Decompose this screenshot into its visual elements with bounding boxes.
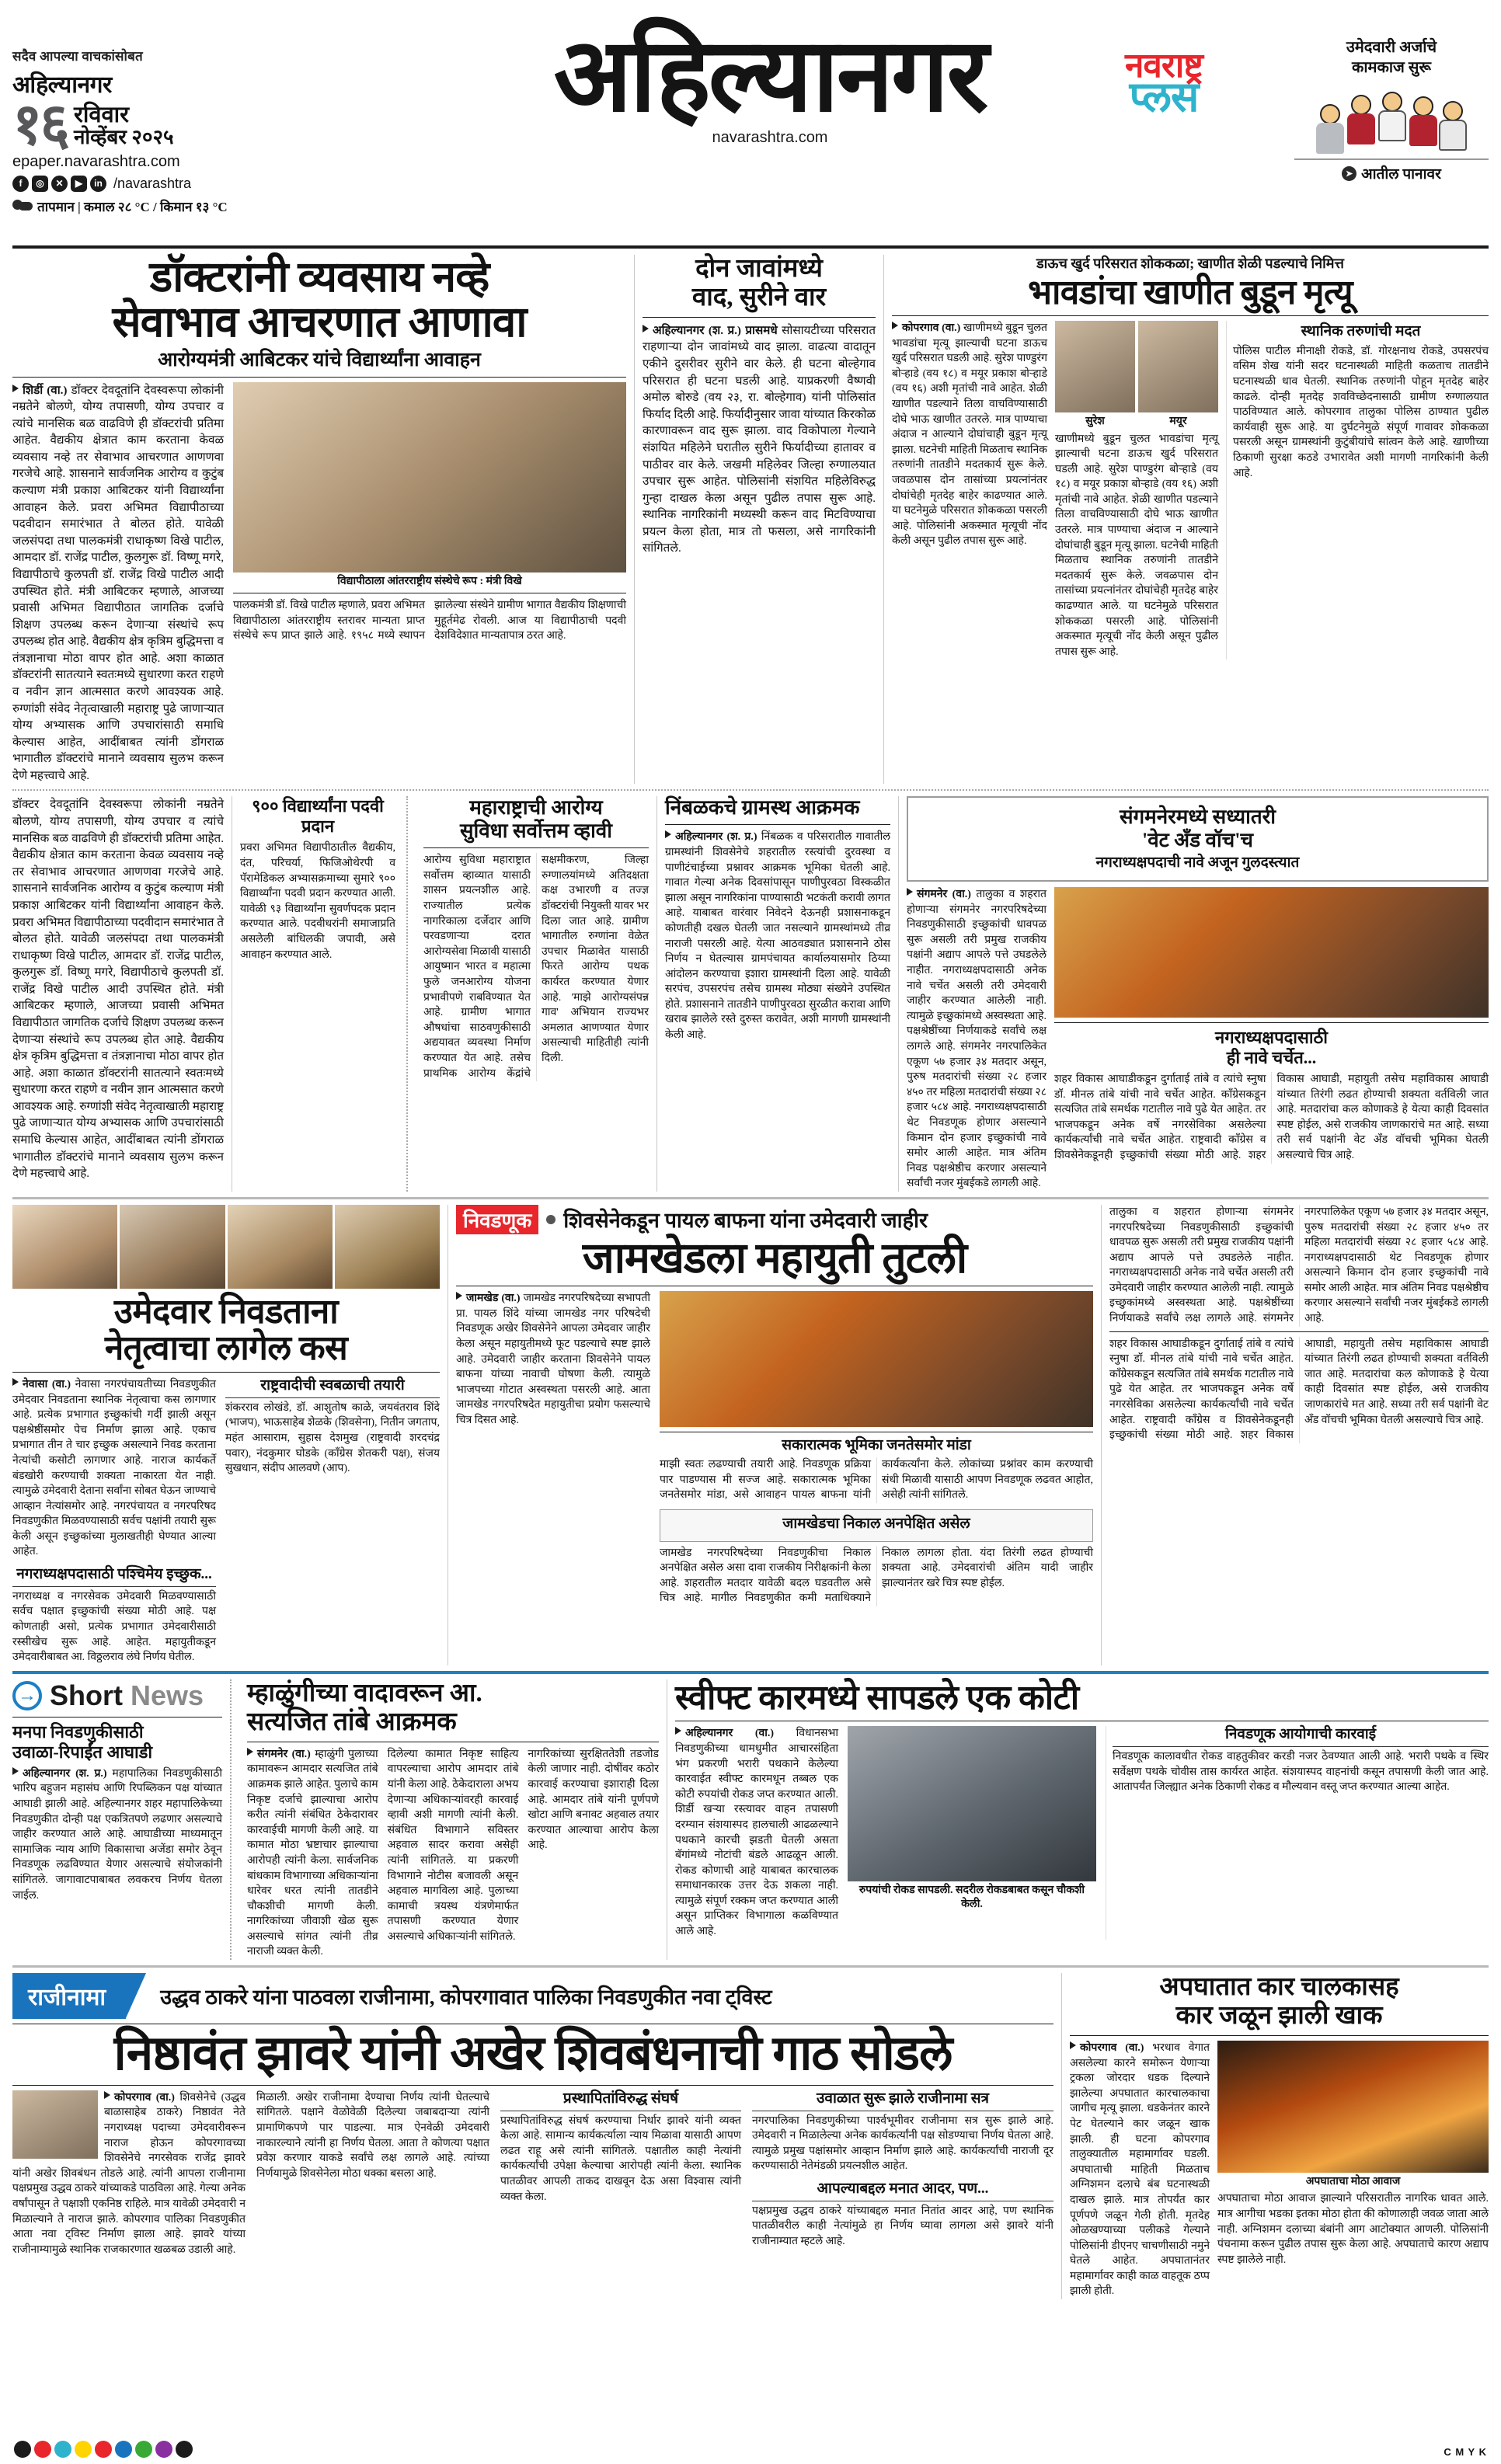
mhalungi-body-text: म्हाळुंगी पुलाच्या कामावरून आमदार सत्यजित तांबे आक्रमक झाले आहेत. पुलाचे काम निकृष्ट दर्जाचे झाल्याचा आरोप करीत त्यांनी संबंधित ठेकेदारावर कारवाईची मागणी केली आहे. या कामात मोठा भ्रष्टाचार झाल्याचा आरोपही त्यांनी केला. सार्वजनिक बांधकाम विभागाच्या अधिकाऱ्यांना धारेवर धरत त्यांनी तातडीने चौकशीची मागणी केली. नागरिकांच्या जीवाशी खेळ सुरू असल्याचे सांगत त्यांनी तीव्र नाराजी व्यक्त केली. (247, 1748, 378, 1958)
twojaws-headline-line2: वाद, सुरीने वार (691, 283, 827, 311)
divider-blue-1 (12, 1671, 1489, 1674)
accident-photo-body: अपघाताचा मोठा आवाज झाल्याने परिसरातील नागरिक धावत आले. मात्र आगीचा भडका इतका मोठा होता की कोणालाही जवळ जाता आले नाही. अग्निशमन दलाच्या बंबांनी आग आटोक्यात आणली. पोलिसांनी पंचनामा करून पुढील तपास सुरू केला आहे. अपघाताचे कारण अद्याप स्पष्ट झालेले नाही. (1217, 2193, 1489, 2266)
lead-continued-text: डॉक्टर देवदूतांनि देवस्वरूपा लोकांनी नम्रतेने बोलणे, योग्य तपासणी, योग्य उपचार व त्यांचे मानसिक बळ वाढविणे ही डॉक्टरांची प्रतिमा आहेत. वैद्यकीय क्षेत्रात काम करताना केवळ व्यवसाय नव्हे तर सेवाभाव आचरणात आणणवा गरजेचे आहे. शासनाने सार्वजनिक आरोग्य व कुटुंब कल्याण मंत्री प्रकाश आबिटकर यांनी विद्यार्थ्यांना आवाहन केले. प्रवरा अभिमत विद्यापीठाच्या पदवीदान समारंभात ते बोलत होते. यावेळी जलसंपदा तथा पालकमंत्री राधाकृष्ण विखे पाटील, आमदार डॉ. राजेंद्र पाटील, कुलगुरू डॉ. विष्णू मगरे, विद्यापीठाचे कुलपती डॉ. राजेंद्र विखे पाटील आदी उपस्थित होते. मंत्री आबिटकर म्हणाले, आजच्या प्रवासी अभिमत विद्यापीठात जागतिक दर्जाचे शिक्षण उपलब्ध करून देणाऱ्या संस्थांचे रूप उपलब्ध होत आहे. वैद्यकीय क्षेत्र कृत्रिम बुद्धिमत्ता व तंत्रज्ञानाचा मोठा वापर होत आहे. अशा काळात डॉक्टरांनी सातत्याने स्वतःमध्ये सुधारणा करत राहणे व नवीन ज्ञान आत्मसात करणे आवश्यक आहे. रुग्णांशी संवेद नेतृत्वाखाली महाराष्ट्र पुढे जाणाऱ्यात योग्य अभ्यासक आणि उपचारांसाठी समाधि केल्यास आहेत, आदींबाबत त्यांनी डोंगराळ भागातील डॉक्टरांचे मानाने व्यवसाय सुलभ करून देणे महत्त्वाचे आहे. (12, 798, 224, 1181)
bullet-icon (907, 888, 913, 896)
divider-dotted-1 (12, 789, 1489, 791)
resignation-banner (12, 1973, 1053, 2019)
lead-headline-line2: सेवाभाव आचरणात आणावा (112, 298, 527, 346)
swift-headline: स्वीफ्ट कारमध्ये सापडले एक कोटी (675, 1678, 1079, 1717)
bullet-icon (12, 385, 19, 392)
band-shortnews (12, 1679, 1489, 1960)
divider-gray-1 (12, 1197, 1489, 1199)
promo-illustration (1314, 84, 1469, 155)
election-body-text: जामखेड नगरपरिषदेच्या सभापती प्रा. पायल शिंदे यांच्या जामखेड नगर परिषदेची निवडणूक अखेर शिवसेनेने आपला उमेदवार जाहीर केला असून महायुतीमध्ये फूट पडल्याचे स्पष्ट झाले आहे. उमेदवारी जाहीर करताना शिवसेनेने पायल बाफना यांच्या नावाची घोषणा केली. त्यामुळे भाजपच्या गोटात अस्वस्थता पसरली आहे. आता जामखेड नगरपरिषदेत महायुतीचा प्रयोग फसल्याचे चित्र दिसत आहे. (456, 1293, 650, 1426)
bullet-icon (675, 1727, 681, 1735)
masthead-left (12, 11, 246, 215)
band-top-stories (12, 255, 1489, 784)
weather-strip (12, 197, 246, 215)
sangamner-photo (1054, 887, 1489, 1018)
lead-continuation (12, 796, 224, 1191)
candidate-dateline: नेवासा (वा.) (23, 1378, 71, 1390)
promo-inner-link[interactable] (1294, 158, 1489, 183)
story-bhavda (892, 255, 1489, 784)
promo-line2: कामकाज सुरू (1352, 59, 1431, 76)
portrait-2 (120, 1205, 225, 1289)
mhalungi-col3: नागरिकांच्या सुरक्षिततेशी तडजोड केली जाणार नाही. दोषींवर कठोर कारवाई करण्याचा इशाराही दिला आहे. आमदार तांबे यांनी पूर्णपणे खोटा आणि बनावट अहवाल तयार करण्यात आल्याचा आरोप केला आहे. (528, 1748, 660, 1852)
accident-photo-caption: अपघाताचा मोठा आवाज (1305, 2175, 1401, 2187)
story-health (416, 796, 649, 1191)
result-headline: जामखेडचा निकाल अनपेक्षित असेल (782, 1515, 970, 1532)
resignation-col4b: पक्षप्रमुख उद्धव ठाकरे यांच्याबद्दल मनात नितांत आदर आहे, पण स्थानिक पातळीवरील काही नेत्यांमुळे हा निर्णय घ्यावा लागला असे झावरे यांनी राजीनाम्यात म्हटले आहे. (752, 2205, 1053, 2247)
portrait-1 (12, 1205, 117, 1289)
twojaws-dateline: अहिल्यानगर (श. प्र.) प्रासमधे (653, 323, 778, 337)
swatch-magenta (95, 2441, 112, 2458)
masthead-tagline: सदैव आपल्या वाचकांसोबत (12, 49, 143, 64)
masthead-center (246, 11, 1294, 147)
swatch-yellow (75, 2441, 92, 2458)
bullet-icon (12, 1378, 19, 1386)
shortnews-label-bold: Short (50, 1679, 123, 1711)
sangamner-continuation (1109, 1205, 1489, 1665)
mhalungi-headline-line1: म्हाळुंगीच्या वादावरून आ. (247, 1679, 482, 1707)
accident-dateline: कोपरगाव (वा.) (1080, 2041, 1144, 2054)
navarashtra-plus-logo (1125, 47, 1203, 121)
accident-photo (1217, 2041, 1489, 2173)
arrow-right-circle-icon: → (12, 1681, 42, 1711)
weather-icon (12, 197, 33, 214)
facebook-icon[interactable]: f (12, 176, 29, 192)
band-election (12, 1205, 1489, 1665)
sangamner-subhead: नगराध्यक्षपदाची नावे अजून गुलदस्त्यात (1095, 854, 1300, 872)
candidate-side2-body: नगराध्यक्ष व नगरसेवक उमेदवारी मिळवण्यासाठी सर्वच पक्षात इच्छुकांची संख्या मोठी आहे. पक्ष कोणताही असो, प्रत्येक प्रभागात उमेदवारीसाठी रस्सीखेच सुरू आहे. आहेत. महायुतीकडून उमेदवारीबाबत आ. विठ्ठलराव लंघे निर्णय घेतील. (12, 1590, 216, 1664)
sangamner-cont-body: तालुका व शहरात होणाऱ्या संगमनेर नगरपरिषदेच्या निवडणुकीसाठी इच्छुकांची धावपळ सुरू असली तरी प्रमुख राजकीय पक्षांनी अद्याप आपले पत्ते उघडलेले नाहीत. नगराध्यक्षपदासाठी अनेक नावे चर्चेत असली तरी उमेदवारी जाहीर करण्यात आलेली नाही. त्यामुळे इच्छुकांमध्ये अस्वस्थता आहे. पक्षश्रेष्ठींच्या निर्णयाकडे सर्वांचे लक्ष लागले आहे. संगमनेर नगरपालिकेत एकूण ५७ हजार ३४ मतदार असून, पुरुष मतदारांची संख्या २८ हजार ४५० तर महिला मतदारांची संख्या २८ हजार ५८४ आहे. नगराध्यक्षपदासाठी थेट निवडणूक होणार असल्याने किमान दोन हजार इच्छुकांची नावे समोर आली आहेत. मात्र अंतिम निवड पक्षश्रेष्ठीच करणार असल्याने सर्वांची नजर मुंबईकडे लागली आहे. (1109, 1206, 1489, 1325)
bullet-icon (104, 2091, 110, 2099)
nimbalak-body (665, 830, 890, 1042)
accident-body-text: भरधाव वेगात असलेल्या कारने समोरून येणाऱ्या ट्रकला जोरदार धडक दिल्याने झालेल्या अपघातात कारचालकाचा जागीच मृत्यू झाला. धडकेनंतर कारने पेट घेतल्याने कार जळून खाक झाली. ही घटना कोपरगाव तालुक्यातील महामार्गावर घडली. अपघाताची माहिती मिळताच अग्निशमन दलाचे बंब घटनास्थळी दाखल झाले. मात्र तोपर्यंत कार पूर्णपणे जळून गेली होती. मृतदेह ओळखण्याच्या पलीकडे गेल्याने पोलिसांनी डीएनए चाचणीसाठी नमुने घेतले आहेत. अपघातानंतर महामार्गावर काही काळ वाहतूक ठप्प झाली होती. (1070, 2041, 1210, 2298)
resignation-col4: नगरपालिका निवडणुकीच्या पार्श्वभूमीवर राजीनामा सत्र सुरू झाले आहे. उमेदवारी न मिळालेल्या अनेक कार्यकर्त्यांनी पक्ष सोडण्याचा निर्णय घेतला आहे. त्यामुळे प्रमुख पक्षांसमोर आव्हान निर्माण झाले आहे. कार्यकर्त्यांची नाराजी दूर करण्यासाठी नेतेमंडळी प्रयत्नशील आहेत. (752, 2114, 1053, 2173)
resignation-col3-head: प्रस्थापितांविरुद्ध संघर्ष (500, 2090, 741, 2111)
election-body (456, 1291, 650, 1428)
bhavda-headline: भावडांचा खाणीत बुडून मृत्यू (1028, 273, 1353, 311)
accident-headline-line2: कार जळून झाली खाक (1175, 2002, 1383, 2031)
swift-right-body: निवडणूक कालावधीत रोकड वाहतुकीवर करडी नजर ठेवण्यात आली आहे. भरारी पथके व स्थिर सर्वेक्षण पथके चोवीस तास कार्यरत आहेत. संशयास्पद वाहनांची कसून तपासणी केली जात आहे. आतापर्यंत जिल्ह्यात अनेक ठिकाणी रोकड व मौल्यवान वस्तू जप्त करण्यात आल्या आहेत. (1113, 1751, 1489, 1794)
resignation-tag: राजीनामा (12, 1973, 126, 2019)
instagram-icon[interactable]: ◎ (32, 176, 48, 192)
election-tag: निवडणूक (456, 1205, 538, 1234)
masthead (12, 11, 1489, 244)
color-registration-bar (14, 2441, 193, 2458)
names-headline-line1: नगराध्यक्षपदासाठी (1214, 1028, 1329, 1048)
twojaws-body (643, 322, 876, 557)
lead-story (12, 255, 626, 784)
election-headline: जामखेडला महायुती तुटली (582, 1234, 967, 1282)
sangamner-dateline: संगमनेर (वा.) (917, 889, 971, 901)
swift-body-text: विधानसभा निवडणुकीच्या धामधुमीत आचारसंहिता भंग प्रकरणी भरारी पथकाने केलेल्या कारवाईत स्वीफ्ट कारमधून तब्बल एक कोटी रुपयांची रोकड जप्त करण्यात आली. शिर्डी खऱ्या रस्त्यावर वाहन तपासणी दरम्यान संशयास्पद हालचाली आढळल्याने पथकाने कारची झडती घेतली असता बॅगांमध्ये नोटांची बंडले आढळून आली. रोकड कोणाची आहे याबाबत कारचालक समाधानकारक उत्तर देऊ शकला नाही. त्यामुळे संपूर्ण रक्कम जप्त करण्यात आली असून प्राप्तिकर विभागाला कळविण्यात आले आहे. (675, 1728, 838, 1938)
health-headline-line1: महाराष्ट्राची आरोग्य (469, 796, 603, 820)
nimbalak-dateline: अहिल्यानगर (श. प्र.) (675, 831, 757, 844)
cmyk-mark: C M Y K (1444, 2446, 1487, 2458)
swatch-purple (155, 2441, 172, 2458)
swatch-cyan (54, 2441, 71, 2458)
names-headline-line2: ही नावे चर्चेत... (1226, 1048, 1317, 1067)
accident-body (1070, 2041, 1210, 2299)
masthead-city: अहिल्यानगर (12, 72, 112, 98)
shortnews-body (12, 1766, 222, 1903)
date-day-name: रविवार (73, 103, 129, 127)
youtube-icon[interactable]: ▶ (71, 176, 87, 192)
local-help-body: पोलिस पाटील मीनाक्षी रोकडे, डॉ. गोरक्षनाथ रोकडे, उपसरपंच वसिम शेख यांनी सदर घटनास्थळी माहिती कळताच तातडीने घटनास्थळी धाव घेतली. स्थानिक तरुणांनी पोहून मृतदेह बाहेर काढले. दोन्ही मृतदेह शवविच्छेदनासाठी ग्रामीण रुग्णालयात पाठविण्यात आले. कोपरगाव तालुका पोलिस ठाण्यात पुढील कार्यवाही सुरू आहे. या दुर्घटनेमुळे संपूर्ण गावावर शोककळा पसरली असून ग्रामस्थांनी कुटुंबीयांचे सांत्वन केले आहे. खाणीच्या ठिकाणी सुरक्षा कठडे उभारावेत अशी मागणी नागरिकांनी केली आहे. (1233, 345, 1489, 479)
weather-text: तापमान | कमाल २८ °C / किमान १३ °C (37, 199, 228, 214)
candidate-side2-head: नगराध्यक्षपदासाठी पश्चिमेय इच्छुक... (12, 1566, 216, 1587)
mhalungi-col2: दिलेल्या कामात निकृष्ट साहित्य वापरल्याचा आरोप आमदार तांबे यांनी केला आहे. ठेकेदाराला अभय देणाऱ्या अधिकाऱ्यांवरही कारवाई व्हावी अशी मागणी त्यांनी केली. संबंधित विभागाने सविस्तर अहवाल सादर करावा असेही त्यांनी सांगितले. या प्रकरणी विभागाने नोटीस बजावली असून अहवाल मागविला आहे. पुलाच्या कामाची त्रयस्थ यंत्रणेमार्फत तपासणी करण्यात येणार असल्याचे अधिकाऱ्यांनी सांगितले. (387, 1748, 519, 1943)
twojaws-body-text: सोसायटीच्या परिसरात राहणाऱ्या दोन जावांमध्ये वाद झाला. वाढत्या वादातून एकीने दुसरीवर सुरीने वार केले. ही घटना बोल्हेगाव परिसरात ही घटना घडली आहे. याप्रकरणी वैष्णवी अमोल बोरुडे (वय २३, रा. बोल्हेगाव) यांनी पोलिसांत फिर्याद दिली आहे. फिर्यादीनुसार जावा यांच्यात किरकोळ कारणावरून वाद सुरू झाला. वाद विकोपाला गेल्याने संशयित महिलेने घरातील सुरीने फिर्यादीच्या हातावर व पाठीवर वार केले. जखमी महिलेवर जिल्हा रुग्णालयात उपचार सुरू आहेत. पोलिसांनी संशयित महिलेविरुद्ध गुन्हा दाखल केला असून पुढील तपास सुरू आहे. स्थानिक नागरिकांनी मध्यस्थी करून वाद मिटविण्याचा प्रयत्न केला होता, मात्र तो फसला, असे नागरिकांनी सांगितले. (643, 323, 876, 555)
lead-dateline: शिर्डी (वा.) (23, 383, 68, 397)
accident-headline-line1: अपघातात कार चालकासह (1159, 1973, 1399, 2002)
portrait-4 (335, 1205, 440, 1289)
website-url[interactable]: navarashtra.com (712, 129, 828, 147)
newspaper-title: अहिल्यानगर (553, 19, 987, 133)
bhavda-extra-body: खाणीमध्ये बुडून चुलत भावडांचा मृत्यू झाल्याची घटना डाऊच खुर्द परिसरात घडली आहे. सुरेश पाण्डुरंग बोऱ्हाडे (वय १८) व मयूर प्रकाश बोऱ्हाडे (वय १६) अशी मृतांची नावे आहेत. शेळी खाणीत पडल्याने तिला वाचविण्यासाठी दोघे भाऊ खाणीत उतरले. मात्र पाण्याचा अंदाज न आल्याने दोघांचाही बुडून मृत्यू झाला. घटनेची माहिती मिळताच स्थानिक तरुणांनी तातडीने मदतकार्य सुरू केले. जवळपास दोन तासांच्या प्रयत्नांनंतर दोघांचेही मृतदेह बाहेर काढण्यात आले. या घटनेमुळे परिसरात शोककळा पसरली आहे. पोलिसांनी अकस्मात मृत्यूची नोंद केली असून पुढील तपास सुरू आहे. (1055, 433, 1218, 658)
plus-logo-line1: नवराष्ट्र (1125, 47, 1203, 85)
lead-photo-caption: विद्यापीठाला आंतरराष्ट्रीय संस्थेचे रूप : मंत्री विखे (337, 575, 522, 587)
linkedin-icon[interactable]: in (90, 176, 106, 192)
bhavda-photo-1 (1055, 321, 1135, 412)
shortnews-label-gray: News (131, 1679, 204, 1711)
bullet-icon (892, 322, 898, 329)
nimbalak-headline: निंबळकचे ग्रामस्थ आक्रमक (665, 796, 860, 820)
promo-inner-text: आतील पानावर (1361, 166, 1441, 183)
mhalungi-body (247, 1747, 378, 1960)
bhavda-body (892, 321, 1047, 549)
local-help-headline: स्थानिक तरुणांची मदत (1301, 323, 1421, 340)
arrow-circle-icon: ➤ (1342, 166, 1356, 181)
swift-right-headline: निवडणूक आयोगाची कारवाई (1113, 1726, 1489, 1747)
election-dateline: जामखेड (वा.) (466, 1293, 521, 1305)
candidate-body-text: नेवासा नगरपंचायतीच्या निवडणुकीत उमेदवार निवडताना स्थानिक नेतृत्वाचा कस लागणार आहे. प्रत्येक प्रभागात इच्छुकांची गर्दी झाली असून पक्षश्रेष्ठींसमोर पेच निर्माण झाला आहे. एकाच प्रभागात तीन ते चार इच्छुक असल्याने निवड करताना नेत्यांची कसोटी लागणार आहे. नाराज कार्यकर्ते बंडखोरी करण्याची शक्यता नाकारता येत नाही. त्यामुळे उमेदवारी देताना सर्वांना सोबत घेऊन जाण्याचे आव्हान नेत्यांसमोर आहे. नगरपंचायत व नगरपरिषद निवडणुकीत मिळवण्यासाठी सर्वच पक्षांनी तयारी सुरू केली असून इच्छुकांच्या मुलाखतीही घेण्यात आल्या आहेत. (12, 1378, 216, 1558)
shortnews-block (12, 1679, 222, 1960)
bhavda-dateline: कोपरगाव (वा.) (902, 322, 961, 335)
swatch-green (135, 2441, 152, 2458)
sangamner-body-text: तालुका व शहरात होणाऱ्या संगमनेर नगरपरिषदेच्या निवडणुकीसाठी इच्छुकांची धावपळ सुरू असली तरी प्रमुख राजकीय पक्षांनी अद्याप आपले पत्ते उघडलेले नाहीत. नगराध्यक्षपदासाठी अनेक नावे चर्चेत असली तरी उमेदवारी जाहीर करण्यात आलेली नाही. त्यामुळे इच्छुकांमध्ये अस्वस्थता आहे. पक्षश्रेष्ठींच्या निर्णयाकडे सर्वांचे लक्ष लागले आहे. संगमनेर नगरपालिकेत एकूण ५७ हजार ३४ मतदार असून, पुरुष मतदारांची संख्या २८ हजार ४५० तर महिला मतदारांची संख्या २८ हजार ५८४ आहे. नगराध्यक्षपदासाठी थेट निवडणूक होणार असल्याने किमान दोन हजार इच्छुकांची नावे समोर आली आहेत. मात्र अंतिम निवड पक्षश्रेष्ठीच करणार असल्याने सर्वांची नजर मुंबईकडे लागली आहे. (907, 889, 1047, 1190)
candidate-body (12, 1377, 216, 1560)
bullet-icon (247, 1748, 253, 1756)
election-package (456, 1205, 1093, 1665)
x-icon[interactable]: ✕ (51, 176, 68, 192)
shortnews-headline-line2: उवाळा-रिपाईंत आघाडी (12, 1742, 153, 1762)
candidate-headline-line2: नेतृत्वाचा लागेल कस (104, 1329, 348, 1368)
bullet-dot-icon (546, 1215, 555, 1224)
story-swift (675, 1679, 1489, 1960)
sangamner-headline-line2: 'वेट अँड वॉच'च (1142, 829, 1253, 852)
swift-body (675, 1726, 838, 1939)
plus-logo-line2: प्लस (1129, 74, 1199, 121)
bhavda-kicker: डाऊच खुर्द परिसरात शोककळा; खाणीत शेळी पडल्याचे निमित्त (1036, 256, 1344, 271)
election-photo (660, 1291, 1093, 1427)
nimbalak-body-text: निंबळक व परिसरातील गावातील ग्रामस्थांनी शिवसेनेचे शहरातील रस्त्यांची दुरवस्था व पाणीटंचाईच्या प्रश्नावर आक्रमक भूमिका घेतली आहे. गावात गेल्या अनेक दिवसांपासून पाणीपुरवठा विस्कळीत झाला असून नागरिकांना पाण्यासाठी भटकंती करावी लागत आहे. याबाबत वारंवार निवेदने देऊनही प्रशासनाकडून कोणतीही दखल घेतली जात नसल्याने ग्रामस्थांमध्ये तीव्र नाराजी पसरली आहे. येत्या आठवड्यात प्रशासनाने ठोस निर्णय न घेतल्यास ग्रामपंचायत कार्यालयासमोर ठिय्या आंदोलन करण्याचा इशारा ग्रामस्थांनी दिला आहे. यावेळी सरपंच, उपसरपंच तसेच ग्रामस्थ मोठ्या संख्येने उपस्थित होते. प्रशासनाने तातडीने पाणीपुरवठा सुरळीत करावा आणि खराब झालेले रस्ते दुरुस्त करावेत, अशी मागणी ग्रामस्थांनी केली आहे. (665, 831, 891, 1042)
swatch-blue (115, 2441, 132, 2458)
social-handle: /navarashtra (113, 175, 192, 191)
shortnews-dateline: अहिल्यानगर (श. प्र.) (23, 1767, 107, 1780)
date-month-year: नोव्हेंबर २०२५ (73, 126, 174, 148)
twojaws-headline-line1: दोन जावांमध्ये (695, 255, 823, 283)
epaper-url[interactable]: epaper.navarashtra.com (12, 152, 180, 170)
lead-headline-line1: डॉक्टरांनी व्यवसाय नव्हे (149, 253, 489, 301)
masthead-promo[interactable] (1294, 11, 1489, 183)
story900-body: प्रवरा अभिमत विद्यापीठातील वैद्यकीय, दंत, परिचर्या, फिजिओथेरपी व पॅरामेडिकल अभ्यासक्रमाच्या सुमारे ९०० विद्यार्थ्यांना पदवी प्रदान करण्यात आली. यावेळी ९३ विद्यार्थ्यांना सुवर्णपदक प्रदान करण्यात आले. पदवीधरांनी समाजाप्रति असलेली बांधिलकी जपावी, असे आवाहन करण्यात आले. (240, 842, 395, 961)
health-headline-line2: सुविधा सर्वोत्तम व्हावी (459, 820, 612, 843)
result-body: जामखेड नगरपरिषदेच्या निवडणुकीचा निकाल अनपेक्षित असेल असा दावा राजकीय निरीक्षकांनी केला आहे. शहरातील मतदार यावेळी बदल घडवतील असे चित्र आहे. मागील निवडणुकीत कमी मताधिक्याने निकाल लागला होता. यंदा तिरंगी लढत होण्याची शक्यता आहे. उमेदवारांची अंतिम यादी जाहीर झाल्यानंतर खरे चित्र स्पष्ट होईल. (660, 1547, 1093, 1605)
sangamner-body (907, 887, 1047, 1192)
bullet-icon (12, 1767, 19, 1775)
story-candidate (12, 1205, 440, 1665)
resignation-dateline: कोपरगाव (वा.) (114, 2091, 175, 2104)
story-sangamner (907, 796, 1489, 1191)
bullet-icon (665, 830, 671, 838)
divider-gray-2 (12, 1965, 1489, 1968)
story-mhalungi (239, 1679, 659, 1960)
shortnews-body-text: महापालिका निवडणुकीसाठी भारिप बहुजन महासंघ आणि रिपब्लिकन पक्ष यांच्यात आघाडी झाली आहे. अहिल्यानगर शहर महापालिकेच्या निवडणुकीत दोन्ही पक्ष एकत्रितपणे लढणार असल्याचे जाहीर करण्यात आले आहे. आघाडीच्या माध्यमातून सामाजिक न्याय आणि विकासाचा अजेंडा समोर ठेवून निवडणूक लढविण्यात येणार असल्याचे संयोजकांनी सांगितले. जागावाटपाबाबत लवकरच निर्णय घेतला जाईल. (12, 1767, 222, 1902)
mhalungi-headline-line2: सत्यजित तांबे आक्रमक (247, 1707, 457, 1736)
swift-photo-caption: रुपयांची रोकड सापडली. सदरील रोकडबाबत कसून चौकशी केली. (858, 1885, 1085, 1910)
social-links (12, 176, 246, 192)
masthead-dateline (12, 93, 246, 157)
resignation-col4-head: उवाळात सुरू झाले राजीनामा सत्र (752, 2090, 1053, 2111)
swatch-red (34, 2441, 51, 2458)
resignation-package (12, 1973, 1053, 2299)
portrait-3 (228, 1205, 333, 1289)
lead-body-text: डॉक्टर देवदूतांनि देवस्वरूपा लोकांनी नम्रतेने बोलणे, योग्य तपासणी, योग्य उपचार व त्यांचे मानसिक बळ वाढविणे ही डॉक्टरांची प्रतिमा आहेत. वैद्यकीय क्षेत्रात काम करताना केवळ व्यवसाय नव्हे तर सेवाभाव आचरणात आणणवा गरजेचे आहे. शासनाने सार्वजनिक आरोग्य व कुटुंब कल्याण मंत्री प्रकाश आबिटकर यांनी विद्यार्थ्यांना आवाहन केले. प्रवरा अभिमत विद्यापीठाच्या पदवीदान समारंभात ते बोलत होते. यावेळी जलसंपदा तथा पालकमंत्री राधाकृष्ण विखे पाटील, आमदार डॉ. राजेंद्र पाटील, कुलगुरू डॉ. विष्णू मगरे, विद्यापीठाचे कुलपती डॉ. राजेंद्र विखे पाटील आदी उपस्थित होते. मंत्री आबिटकर म्हणाले, आजच्या प्रवासी अभिमत विद्यापीठात जागतिक दर्जाचे शिक्षण उपलब्ध करून देणाऱ्या संस्थांचे रूप उपलब्ध होत आहे. वैद्यकीय क्षेत्र कृत्रिम बुद्धिमत्ता व तंत्रज्ञानाचा मोठा वापर होत आहे. अशा काळात डॉक्टरांनी सातत्याने स्वतःमध्ये सुधारणा करत राहणे व नवीन ज्ञान आत्मसात करणे आवश्यक आहे. रुग्णांशी संवेद नेतृत्वाखाली महाराष्ट्र पुढे जाणाऱ्यात योग्य अभ्यासक आणि उपचारांसाठी समाधि केल्यास आहेत, आदींबाबत त्यांनी डोंगराळ भागातील डॉक्टरांचे मानाने व्यवसाय सुलभ करून देणे महत्त्वाचे आहे. (12, 383, 224, 782)
election-kicker: शिवसेनेकडून पायल बाफना यांना उमेदवारी जाहीर (563, 1209, 928, 1233)
resignation-col4-head2: आपल्याबद्दल मनात आदर, पण... (752, 2180, 1053, 2201)
story-900-students (240, 796, 395, 1191)
candidate-side1-body: शंकरराव लोखंडे, डॉ. आशुतोष काळे, जयवंतराव शिंदे (भाजप), भाऊसाहेब शेळके (शिवसेना), नितीन जगताप, महंत आसाराम, सुहास देशमुख (राष्ट्रवादी शरदचंद्र पवार), नंदकुमार घोडके (काँग्रेस शेतकरी पक्ष), संजय सुखधान, संदीप आलवणे (आप). (225, 1401, 440, 1475)
lead-subhead: आरोग्यमंत्री आबिटकर यांचे विद्यार्थ्यांना आवाहन (158, 349, 481, 371)
bhavda-photo2-caption: मयूर (1169, 416, 1187, 428)
story-two-jaws (643, 255, 876, 784)
bhavda-body-text: खाणीमध्ये बुडून चुलत भावडांचा मृत्यू झाल्याची घटना डाऊच खुर्द परिसरात घडली आहे. सुरेश पाण्डुरंग बोऱ्हाडे (वय १८) व मयूर प्रकाश बोऱ्हाडे (वय १६) अशी मृतांची नावे आहेत. शेळी खाणीत पडल्याने तिला वाचविण्यासाठी दोघे भाऊ खाणीत उतरले. मात्र पाण्याचा अंदाज न आल्याने दोघांचाही बुडून मृत्यू झाला. घटनेची माहिती मिळताच स्थानिक तरुणांनी तातडीने मदतकार्य सुरू केले. जवळपास दोन तासांच्या प्रयत्नांनंतर दोघांचेही मृतदेह बाहेर काढण्यात आले. या घटनेमुळे परिसरात शोककळा पसरली आहे. पोलिसांनी अकस्मात मृत्यूची नोंद केली असून पुढील तपास सुरू आहे. (892, 322, 1047, 548)
candidate-headline-line1: उमेदवार निवडताना (113, 1292, 339, 1331)
positive-headline: सकारात्मक भूमिका जनतेसमोर मांडा (782, 1437, 971, 1454)
story-accident (1070, 1973, 1489, 2299)
candidate-side1-head: राष्ट्रवादीची स्वबळाची तयारी (225, 1377, 440, 1398)
bullet-icon (456, 1292, 462, 1300)
swift-dateline: अहिल्यानगर (वा.) (685, 1728, 775, 1740)
swatch-black (14, 2441, 31, 2458)
masthead-rule (12, 245, 1489, 249)
lead-photo (233, 382, 626, 572)
story-nimbalak (665, 796, 890, 1191)
lead-body (12, 382, 224, 785)
names-cont-body: शहर विकास आघाडीकडून दुर्गाताई तांबे व त्यांचे स्नुषा डॉ. मीनल तांबे यांची नावे चर्चेत आहेत. काँग्रेसकडून सत्यजित तांबे समर्थक गटातील नावे पुढे येत आहेत. तर भाजपकडून अनेक वर्षे नगरसेविका असलेल्या कार्यकर्त्यांची नावे चर्चेत आहेत. राष्ट्रवादी काँग्रेस व शिवसेनेकडूनही इच्छुकांची संख्या मोठी आहे. शहर विकास आघाडी, महायुती तसेच महाविकास आघाडी यांच्यात तिरंगी लढत होण्याची शक्यता वर्तविली जात आहे. मतदारांचा कल कोणाकडे हे येत्या काही दिवसांत स्पष्ट होईल, असे राजकीय जाणकारांचे मत आहे. सध्या तरी सर्व पक्षांनी वेट अँड वॉचची भूमिका घेतली असल्याचे चित्र आहे. (1109, 1338, 1489, 1442)
mhalungi-dateline: संगमनेर (वा.) (257, 1748, 311, 1760)
story900-headline: ९०० विद्यार्थ्यांना पदवी प्रदान (252, 796, 384, 837)
resignation-body-text: शिवसेनेचे (उद्धव बाळासाहेब ठाकरे) निष्ठावंत नेते नगराध्यक्ष पदाच्या उमेदवारीवरून नाराज होऊन कोपरगावच्या शिवसेनेचे नगरसेवक राजेंद्र झावरे यांनी अखेर शिवबंधन तोडले आहे. त्यांनी आपला राजीनामा पक्षप्रमुख उद्धव ठाकरे यांच्याकडे पाठविला आहे. गेल्या अनेक वर्षांपासून ते पक्षाशी एकनिष्ठ राहिले. मात्र यावेळी उमेदवारी न मिळाल्याने ते नाराज झाले. कोपरगाव पालिका निवडणुकीत आता नवा ट्विस्ट निर्माण झाला आहे. झावरे यांच्या राजीनाम्यामुळे स्थानिक राजकारणात खळबळ उडाली आहे. (12, 2091, 246, 2256)
shortnews-headline-line1: मनपा निवडणुकीसाठी (12, 1721, 144, 1742)
shortnews-header (12, 1679, 222, 1712)
date-day-number: १६ (12, 93, 68, 157)
resignation-col2: मिळाली. अखेर राजीनामा देण्याचा निर्णय त्यांनी घेतल्याचे सांगितले. पक्षाने वेळोवेळी दिलेल्या जबाबदाऱ्या त्यांनी प्रामाणिकपणे पार पाडल्या. मात्र ऐनवेळी उमेदवारी नाकारल्याने त्यांनी हा निर्णय घेतला. आता ते कोणत्या पक्षात प्रवेश करणार याकडे सर्वांचे लक्ष लागले आहे. त्यांच्या निर्णयामुळे शिवसेनेला मोठा धक्का बसला आहे. (256, 2091, 489, 2180)
swift-photo (848, 1726, 1096, 1881)
bullet-icon (1070, 2041, 1076, 2049)
names-body: शहर विकास आघाडीकडून दुर्गाताई तांबे व त्यांचे स्नुषा डॉ. मीनल तांबे यांची नावे चर्चेत आहेत. काँग्रेसकडून सत्यजित तांबे समर्थक गटातील नावे पुढे येत आहेत. तर भाजपकडून अनेक वर्षे नगरसेविका असलेल्या कार्यकर्त्यांची नावे चर्चेत आहेत. राष्ट्रवादी काँग्रेस व शिवसेनेकडूनही इच्छुकांची संख्या मोठी आहे. शहर विकास आघाडी, महायुती तसेच महाविकास आघाडी यांच्यात तिरंगी लढत होण्याची शक्यता वर्तविली जात आहे. मतदारांचा कल कोणाकडे हे येत्या काही दिवसांत स्पष्ट होईल, असे राजकीय जाणकारांचे मत आहे. सध्या तरी सर्व पक्षांनी वेट अँड वॉचची भूमिका घेतली असल्याचे चित्र आहे. (1054, 1073, 1489, 1161)
bullet-icon (643, 325, 649, 332)
swatch-black-2 (176, 2441, 193, 2458)
bhavda-photo1-caption: सुरेश (1085, 416, 1105, 428)
positive-body: माझी स्वतः लढण्याची तयारी आहे. निवडणूक प्रक्रिया पार पाडण्यास मी सज्ज आहे. सकारात्मक भूमिका जनतेसमोर मांडा, असे आवाहन पायल बाफना यांनी कार्यकर्त्यांना केले. लोकांच्या प्रश्नांवर काम करण्याची संधी मिळावी यासाठी आपण निवडणूक लढवत आहोत, असेही त्यांनी सांगितले. (660, 1459, 1093, 1502)
candidate-portraits (12, 1205, 440, 1289)
bhavda-photo-2 (1138, 321, 1218, 412)
promo-line1: उमेदवारी अर्जाचे (1346, 39, 1437, 56)
sangamner-headline-line1: संगमनेरमध्ये सध्यातरी (1119, 806, 1276, 829)
resignation-kicker: उद्धव ठाकरे यांना पाठवला राजीनामा, कोपरगावात पालिका निवडणुकीत नवा ट्विस्ट (160, 1985, 772, 2010)
resignation-portrait (12, 2090, 98, 2159)
resignation-headline: निष्ठावंत झावरे यांनी अखेर शिवबंधनाची गाठ सोडले (113, 2027, 952, 2081)
resignation-col3: प्रस्थापितांविरुद्ध संघर्ष करण्याचा निर्धार झावरे यांनी व्यक्त केला आहे. सामान्य कार्यकर्त्याला न्याय मिळावा यासाठी आपण लढत राहू असे त्यांनी सांगितले. पक्षातील काही नेत्यांनी कार्यकर्त्यांची उपेक्षा केल्याचा आरोपही त्यांनी केला. स्थानिक पातळीवर आपली ताकद दाखवून देऊ असा विश्वास त्यांनी व्यक्त केला. (500, 2114, 741, 2203)
health-body: आरोग्य सुविधा महाराष्ट्रात सर्वोत्तम व्हाव्यात यासाठी शासन प्रयत्नशील आहे. राज्यातील प्रत्येक नागरिकाला दर्जेदार आणि परवडणाऱ्या दरात आरोग्यसेवा मिळावी यासाठी आयुष्मान भारत व महात्मा फुले जनआरोग्य योजना प्रभावीपणे राबविण्यात येत आहे. ग्रामीण भागात औषधांचा साठवणुकीसाठी अद्ययावत व्यवस्था निर्माण करण्यात येत आहे. तसेच प्राथमिक आरोग्य केंद्रांचे सक्षमीकरण, जिल्हा रुग्णालयांमध्ये अतिदक्षता कक्ष उभारणी व तज्ज्ञ डॉक्टरांची नियुक्ती यावर भर दिला जात आहे. ग्रामीण भागातील रुग्णांना वेळेत उपचार मिळावेत यासाठी फिरते आरोग्य पथक कार्यरत करण्यात येणार आहे. 'माझे आरोग्यसंपन्न गाव' अभियान राज्यभर अमलात आणण्यात येणार असल्याची माहितीही त्यांनी दिली. (423, 854, 649, 1080)
band-resignation (12, 1973, 1489, 2299)
band-second (12, 796, 1489, 1191)
lead-photo-body: पालकमंत्री डॉ. विखे पाटील म्हणाले, प्रवरा अभिमत विद्यापीठाला आंतरराष्ट्रीय स्तरावर मान्यता प्राप्त संस्थेचे रूप प्राप्त झाले आहे. १९५८ मध्ये स्थापन झालेल्या संस्थेने ग्रामीण भागात वैद्यकीय शिक्षणाची मुहूर्तमेढ रोवली. आज या विद्यापीठाची पदवी देशविदेशात मान्यतापात्र ठरत आहे. (233, 600, 626, 642)
